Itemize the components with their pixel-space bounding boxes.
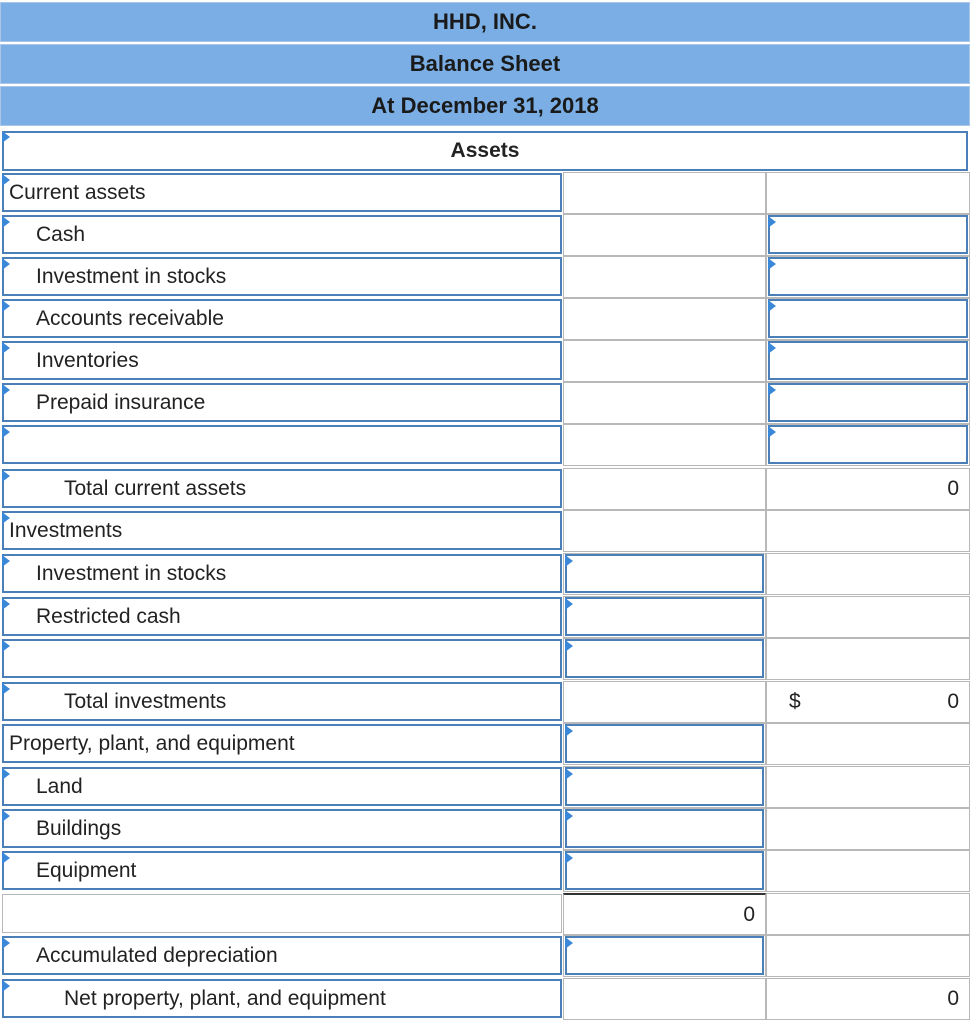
- cell: [766, 468, 970, 510]
- cell: [563, 214, 766, 256]
- statement-title: [0, 44, 970, 84]
- dropdown-marker-icon: [768, 342, 776, 354]
- restricted-cash-input[interactable]: [565, 597, 764, 636]
- row-current-assets: [0, 172, 972, 214]
- investment-in-stocks-current-input[interactable]: [768, 257, 968, 296]
- label-text: Land: [36, 775, 83, 798]
- row-prepaid-insurance: [0, 382, 972, 424]
- label-text: Buildings: [36, 817, 122, 840]
- cell: [563, 172, 766, 214]
- label-total-current-assets[interactable]: [2, 469, 562, 508]
- cell: [766, 978, 970, 1020]
- cell: [563, 510, 766, 552]
- label-investments[interactable]: [2, 511, 562, 550]
- dropdown-marker-icon: [768, 300, 776, 312]
- dropdown-marker-icon: [2, 598, 10, 610]
- label-text: Cash: [36, 223, 86, 246]
- label-land[interactable]: [2, 767, 562, 806]
- label-text: Investments: [9, 519, 123, 542]
- label-net-ppe[interactable]: [2, 979, 562, 1018]
- label-total-investments[interactable]: [2, 682, 562, 721]
- label-investment-in-stocks-long[interactable]: [2, 554, 562, 593]
- dropdown-marker-icon: [2, 470, 10, 482]
- label-cash[interactable]: [2, 215, 562, 254]
- label-text: Net property, plant, and equipment: [64, 987, 386, 1010]
- dropdown-marker-icon: [768, 384, 776, 396]
- row-total-investments: [0, 681, 972, 723]
- dropdown-marker-icon: [2, 384, 10, 396]
- cell: [563, 424, 766, 466]
- label-ppe[interactable]: [2, 724, 562, 763]
- accumulated-depreciation-input[interactable]: [565, 936, 764, 975]
- label-blank-select[interactable]: [2, 425, 562, 464]
- label-accounts-receivable[interactable]: [2, 299, 562, 338]
- label-text: Inventories: [36, 349, 139, 372]
- label-text: Prepaid insurance: [36, 391, 206, 414]
- dropdown-marker-icon: [2, 937, 10, 949]
- row-investment-in-stocks-long: [0, 553, 972, 595]
- dropdown-marker-icon: [768, 216, 776, 228]
- cell: [766, 553, 970, 595]
- cell: [563, 893, 766, 935]
- cell: [563, 256, 766, 298]
- cell: [766, 681, 970, 723]
- land-input[interactable]: [565, 767, 764, 806]
- dropdown-marker-icon: [565, 810, 573, 822]
- dropdown-marker-icon: [2, 174, 10, 186]
- cell: [766, 723, 970, 765]
- buildings-input[interactable]: [565, 809, 764, 848]
- assets-section-title[interactable]: [2, 131, 968, 171]
- label-blank-select[interactable]: [2, 639, 562, 678]
- cell: [766, 172, 970, 214]
- cell: [766, 893, 970, 935]
- cell: [766, 596, 970, 638]
- label-text: Current assets: [9, 181, 146, 204]
- dropdown-marker-icon: [2, 852, 10, 864]
- assets-title-text: Assets: [450, 139, 520, 162]
- statement-date: [0, 86, 970, 126]
- dropdown-marker-icon: [768, 426, 776, 438]
- label-text: Investment in stocks: [36, 562, 227, 585]
- row-buildings: [0, 808, 972, 850]
- company-name-text: HHD, INC.: [433, 9, 537, 34]
- cell: [563, 340, 766, 382]
- row-ppe-subtotal: [0, 893, 972, 935]
- total-investments-value: 0: [947, 690, 959, 713]
- label-inventories[interactable]: [2, 341, 562, 380]
- dropdown-marker-icon: [565, 937, 573, 949]
- label-buildings[interactable]: [2, 809, 562, 848]
- dropdown-marker-icon: [2, 426, 10, 438]
- inventories-input[interactable]: [768, 341, 968, 380]
- dropdown-marker-icon: [768, 258, 776, 270]
- cell: [766, 808, 970, 850]
- cell: [563, 382, 766, 424]
- blank-investments-amount-input[interactable]: [565, 639, 764, 678]
- dropdown-marker-icon: [565, 598, 573, 610]
- label-text: Property, plant, and equipment: [9, 732, 295, 755]
- row-ppe: [0, 723, 972, 765]
- dropdown-marker-icon: [565, 852, 573, 864]
- statement-title-text: Balance Sheet: [409, 51, 561, 76]
- label-text: Investment in stocks: [36, 265, 227, 288]
- dropdown-marker-icon: [2, 300, 10, 312]
- ppe-subtotal-value: 0: [743, 903, 755, 926]
- label-text: Restricted cash: [36, 605, 181, 628]
- row-equipment: [0, 850, 972, 892]
- dropdown-marker-icon: [565, 725, 573, 737]
- dropdown-marker-icon: [2, 342, 10, 354]
- cell: [766, 510, 970, 552]
- dropdown-marker-icon: [2, 512, 10, 524]
- investment-in-stocks-long-input[interactable]: [565, 554, 764, 593]
- label-prepaid-insurance[interactable]: [2, 383, 562, 422]
- cell: [766, 638, 970, 680]
- blank-current-amount-input[interactable]: [768, 425, 968, 464]
- dropdown-marker-icon: [2, 131, 10, 143]
- prepaid-insurance-input[interactable]: [768, 383, 968, 422]
- total-current-assets-value: 0: [947, 477, 959, 500]
- cell: [563, 298, 766, 340]
- label-text: Accumulated depreciation: [36, 944, 278, 967]
- label-empty: [2, 894, 562, 933]
- label-text: Accounts receivable: [36, 307, 224, 330]
- row-total-current-assets: [0, 468, 972, 510]
- row-investments: [0, 510, 972, 552]
- cell: [766, 935, 970, 977]
- row-restricted-cash: [0, 596, 972, 638]
- dropdown-marker-icon: [2, 555, 10, 567]
- label-text: Total current assets: [64, 477, 247, 500]
- dropdown-marker-icon: [2, 640, 10, 652]
- row-blank-current: [0, 424, 972, 466]
- label-accumulated-depreciation[interactable]: [2, 936, 562, 975]
- dropdown-marker-icon: [565, 640, 573, 652]
- cell: [766, 850, 970, 892]
- row-blank-investments: [0, 638, 972, 680]
- cell: [563, 468, 766, 510]
- dropdown-marker-icon: [2, 683, 10, 695]
- cash-amount-input[interactable]: [768, 215, 968, 254]
- row-inventories: [0, 340, 972, 382]
- cell: [563, 978, 766, 1020]
- row-cash: [0, 214, 972, 256]
- label-current-assets[interactable]: [2, 173, 562, 212]
- currency-symbol: $: [789, 690, 801, 713]
- dropdown-marker-icon: [2, 768, 10, 780]
- dropdown-marker-icon: [565, 555, 573, 567]
- row-accumulated-depreciation: [0, 935, 972, 977]
- cell: [766, 766, 970, 808]
- dropdown-marker-icon: [2, 258, 10, 270]
- row-investment-in-stocks-current: [0, 256, 972, 298]
- dropdown-marker-icon: [565, 768, 573, 780]
- company-name: [0, 2, 970, 42]
- cell: [563, 681, 766, 723]
- ppe-amount-input[interactable]: [565, 724, 764, 763]
- label-text: Total investments: [64, 690, 227, 713]
- label-text: Equipment: [36, 859, 137, 882]
- label-restricted-cash[interactable]: [2, 597, 562, 636]
- dropdown-marker-icon: [2, 980, 10, 992]
- row-net-ppe: [0, 978, 972, 1020]
- statement-date-text: At December 31, 2018: [371, 93, 599, 118]
- label-investment-in-stocks[interactable]: [2, 257, 562, 296]
- row-land: [0, 766, 972, 808]
- net-ppe-value: 0: [947, 987, 959, 1010]
- accounts-receivable-input[interactable]: [768, 299, 968, 338]
- equipment-input[interactable]: [565, 851, 764, 890]
- dropdown-marker-icon: [2, 810, 10, 822]
- row-accounts-receivable: [0, 298, 972, 340]
- label-equipment[interactable]: [2, 851, 562, 890]
- dropdown-marker-icon: [2, 216, 10, 228]
